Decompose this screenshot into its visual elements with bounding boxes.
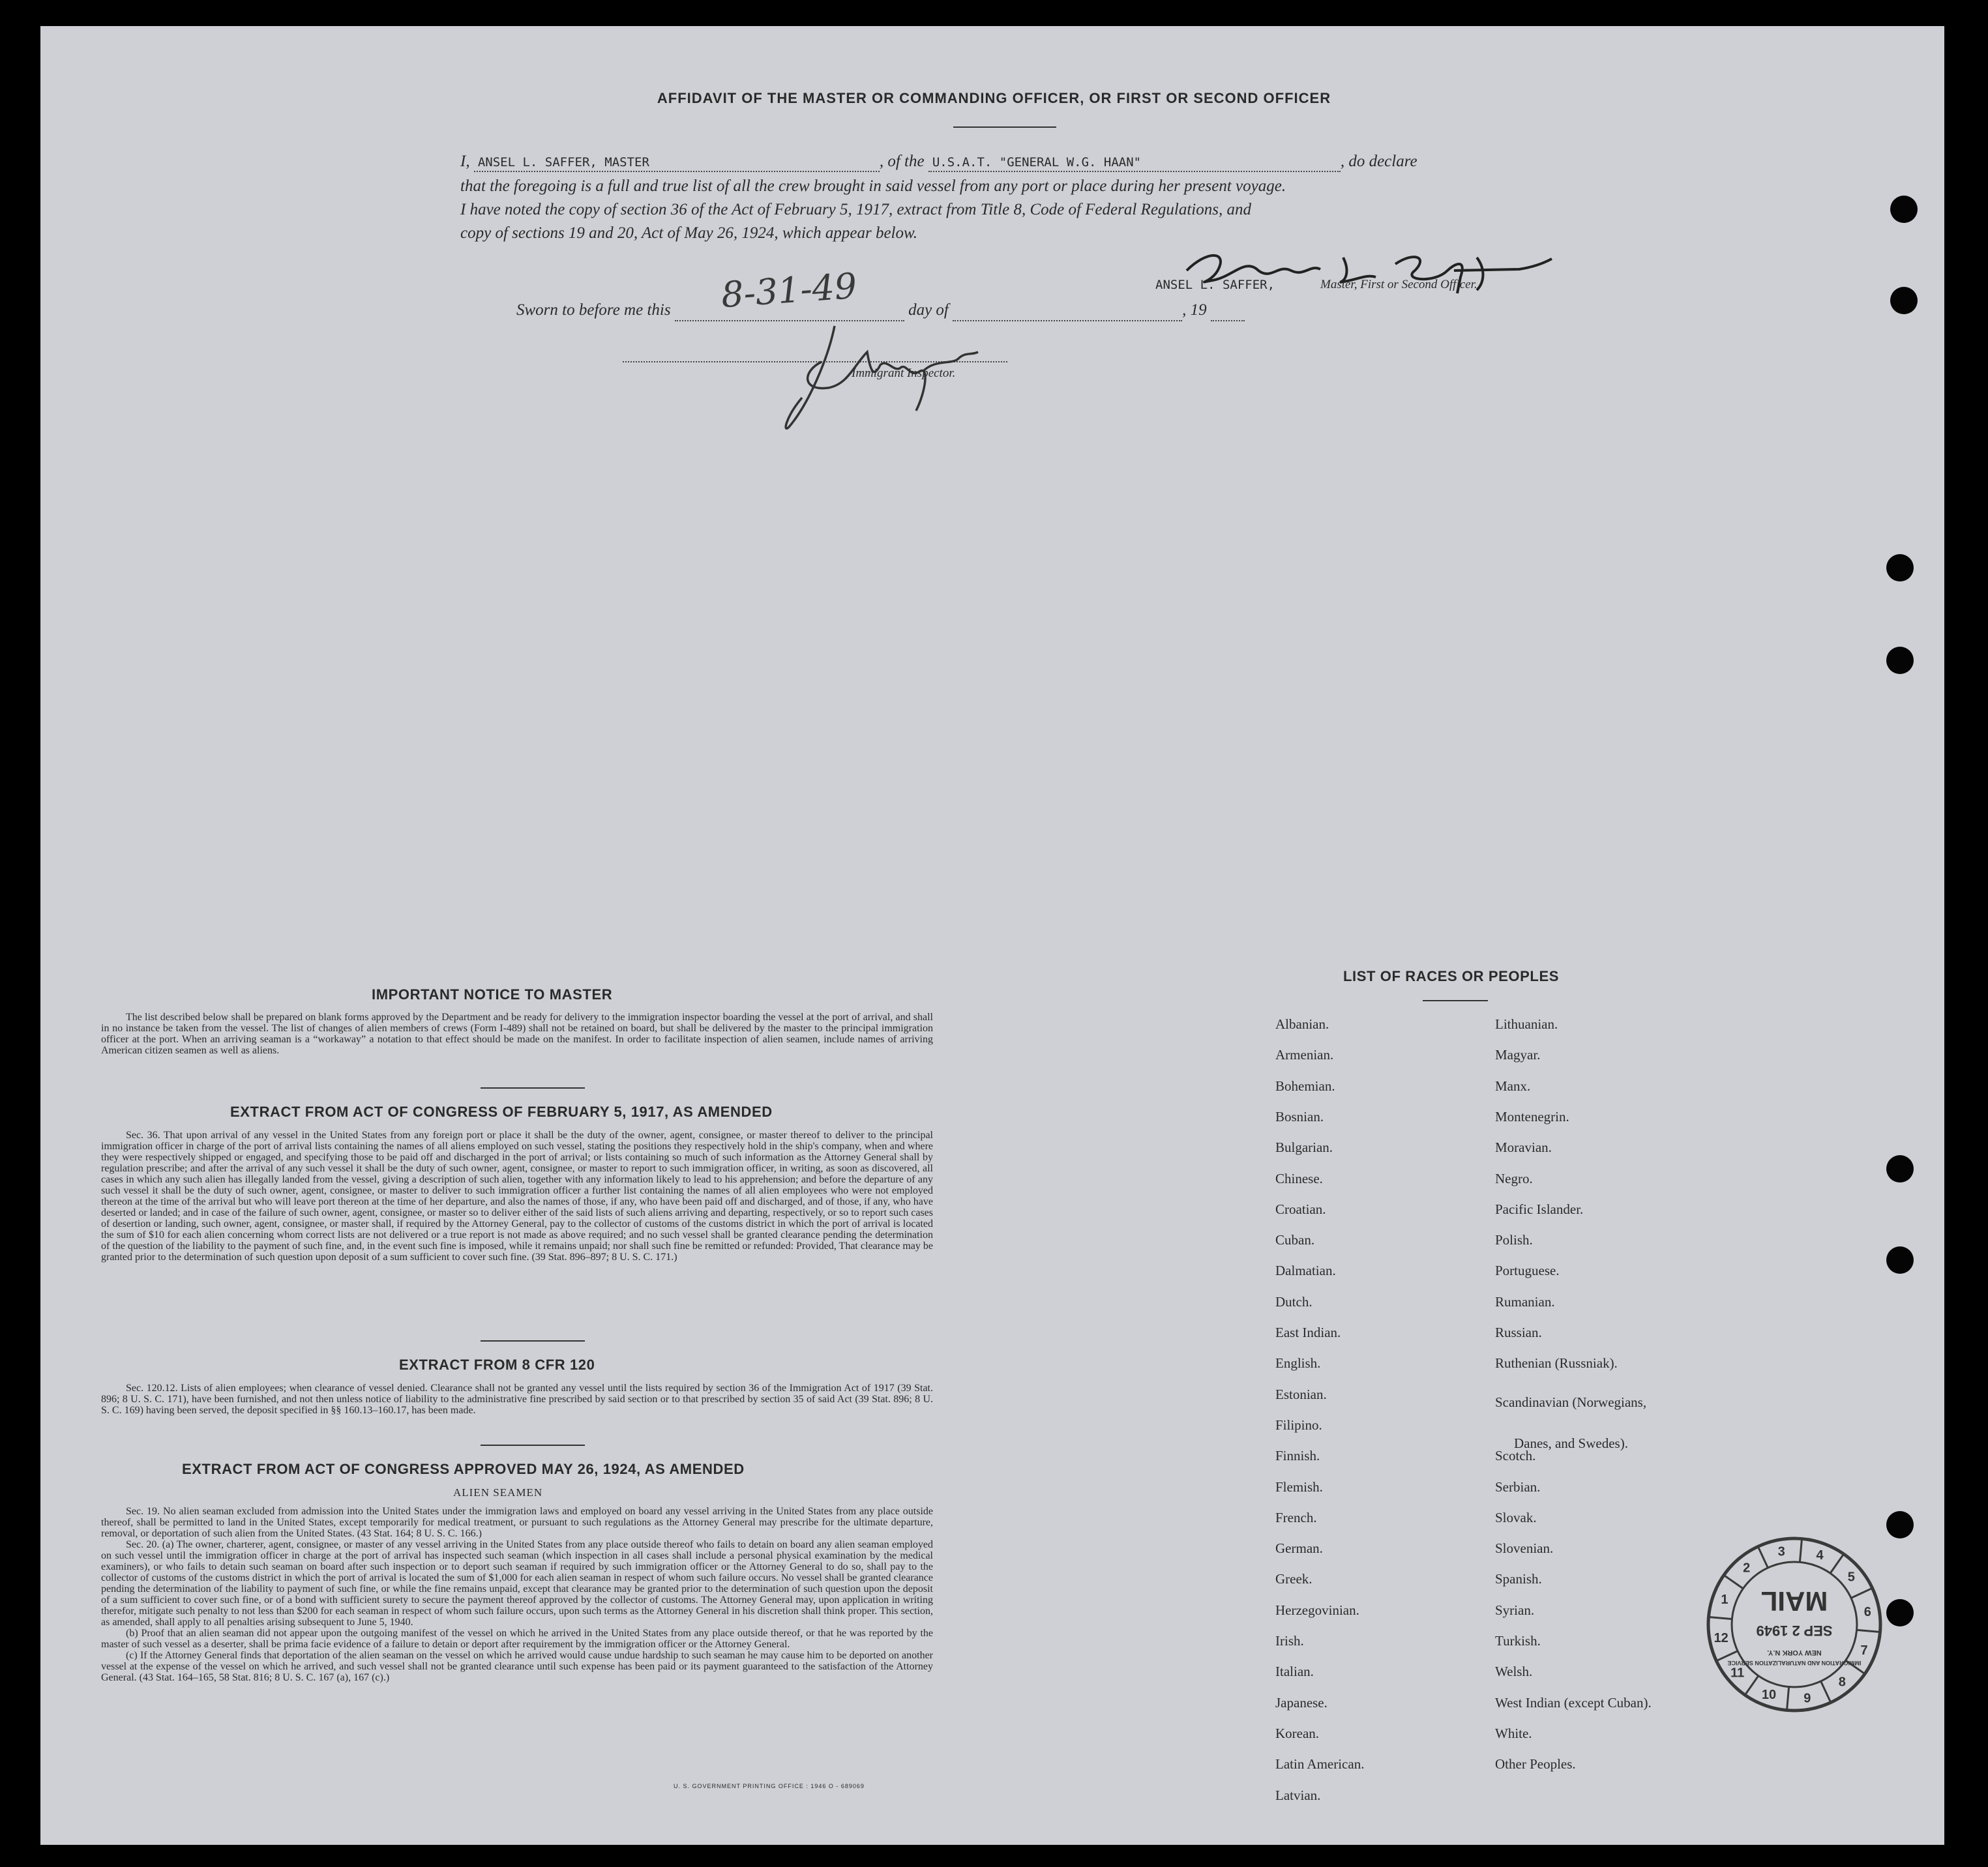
race-item: Latvian. xyxy=(1275,1787,1321,1803)
extract-1924-body: Sec. 19. No alien seaman excluded from admission into the United States under the immigration laws and employed on board any vessel arriving in the United States from any place outside thereof, shall be permitted to land in the United States, except temporarily for medical treatment, or pursuant to such regulations as the Attorney General may prescribe for the ultimate departure, removal, or deportation of such alien from the United States. (43 Stat. 164; 8 U. S. C. 166.) Sec. 20. (a) The owner, charterer, agent, consignee, or master of any vessel arriving in the United States from any place outside thereof who fails to detain on board any alien seaman employed on such vessel until the immigration officer in charge at the port of arrival has inspected such seaman (which inspection in all cases shall include a personal physical examination by the medical examiners), or who fails to detain such seaman on board after such inspection or to deport such seaman if required by such immigration officer or the Attorney General to do so, shall pay to the collector of customs of the customs district in which the port of arrival is located the sum of $1,000 for each alien seaman in respect of whom such failure occurs. No vessel shall be granted clearance pending the determination of the liability to payment of such fine, or while the fine remains unpaid, except that clearance may be granted prior to the determination of such question upon the deposit of a sum sufficient to cover such fine, or of a bond with sufficient surety to secure the payment thereof approved by the collector of customs. The Attorney General may, upon application in writing therefor, mitigate such penalty to not less than $200 for each seaman in respect of whom such failure occurs, upon such terms as the Attorney General in his discretion shall think proper. This section, as amended, shall apply to all penalties arising subsequent to June 5, 1940. (b) Proof that an alien seaman did not appear upon the outgoing manifest of the vessel on which he arrived in the United States from any place outside thereof, or that he was reported by the master of such vessel as a deserter, shall be prima facie evidence of a failure to detain or deport after requirement by the immigration officer or the Attorney General. (c) If the Attorney General finds that deportation of the alien seaman on the vessel on which he arrived would cause undue hardship to such seaman he may cause him to be deported on another vessel at the expense of the vessel on which he arrived, and such vessel shall not be granted clearance until such expense has been paid or its payment guaranteed to the satisfaction of the Attorney General. (43 Stat. 164–165, 58 Stat. 816; 8 U. S. C. 167 (a), 167 (c).) xyxy=(101,1506,933,1683)
title-divider xyxy=(953,126,1056,128)
race-item: Portuguese. xyxy=(1495,1263,1560,1279)
stamp-divider xyxy=(1709,1617,1732,1619)
races-title: LIST OF RACES OR PEOPLES xyxy=(1343,968,1559,984)
stamp-digit: 6 xyxy=(1863,1605,1871,1620)
race-item: Danes, and Swedes). xyxy=(1514,1435,1628,1451)
printer-imprint: U. S. GOVERNMENT PRINTING OFFICE : 1946 O - 689069 xyxy=(674,1783,865,1789)
mail-stamp xyxy=(1703,1533,1886,1716)
extract-cfr-title: EXTRACT FROM 8 CFR 120 xyxy=(399,1357,595,1373)
race-item: Cuban. xyxy=(1275,1232,1315,1248)
race-item: Manx. xyxy=(1495,1078,1531,1094)
signer-title: Master, First or Second Officer. xyxy=(1320,278,1477,291)
race-item: Croatian. xyxy=(1275,1201,1326,1217)
race-item: Herzegovinian. xyxy=(1275,1602,1359,1618)
vessel-name-field: U.S.A.T. "GENERAL W.G. HAAN" xyxy=(928,155,1341,172)
section-divider xyxy=(481,1087,585,1089)
race-item: Latin American. xyxy=(1275,1756,1365,1772)
extract-1917-body: Sec. 36. That upon arrival of any vessel in the United States from any foreign port or place it shall be the duty of the owner, agent, consignee, or master thereof to deliver to the principal immigration officer in charge of the port of arrival lists containing the names of all aliens employed on such vessel, stating the positions they respectively hold in the ship's company, when and where they were respectively shipped or engaged, and specifying those to be paid off and discharged in the port of arrival; or lists containing so much of such information as the Attorney General shall by regulation prescribe; and after the arrival of any such vessel it shall be the duty of such owner, agent, consignee, or master to report to such immigration officer, in writing, as soon as discovered, all cases in which any such alien has illegally landed from the vessel, giving a description of such alien, together with any information likely to lead to his apprehension; and before the departure of any such vessel it shall be the duty of such owner, agent, consignee, or master to deliver to such immigration officer a further list containing the names of all alien employees who were not employed thereon at the time of the arrival but who will leave port thereon at the time of her departure, and also the names of those, if any, who have been paid off and discharged, and of those, if any, who have deserted or landed; and in case of the failure of such owner, agent, consignee, or master so to deliver either of the said lists of such aliens arriving and departing, respectively, or so to report such cases of desertion or landing, such owner, agent, consignee, or master shall, if required by the Attorney General, pay to the collector of customs of the customs district in which the port of arrival is located the sum of $10 for each alien concerning whom correct lists are not delivered or a true report is not made as above required; and no such vessel shall be granted clearance pending the determination of the question of the liability to the payment of such fine, and, in the event such fine is imposed, while it remains unpaid; nor shall such fine be remitted or refunded: Provided, That clearance may be granted prior to the determination of such question upon deposit of a sum sufficient to cover such fine. (39 Stat. 896–897; 8 U. S. C. 171.) xyxy=(101,1130,933,1263)
stamp-divider xyxy=(1758,1546,1768,1568)
race-item: Bohemian. xyxy=(1275,1078,1335,1094)
punch-hole xyxy=(1886,554,1914,581)
race-item: Korean. xyxy=(1275,1725,1320,1741)
race-item: Pacific Islander. xyxy=(1495,1201,1584,1217)
race-item: Estonian. xyxy=(1275,1386,1327,1402)
inspector-label: Immigrant Inspector. xyxy=(852,366,956,380)
race-item: Albanian. xyxy=(1275,1016,1329,1032)
sworn-line: Sworn to before me this day of , 19 xyxy=(516,301,1245,321)
race-item: Italian. xyxy=(1275,1664,1314,1680)
stamp-date: SEP 2 1949 xyxy=(1756,1623,1833,1639)
stamp-digit: 11 xyxy=(1730,1666,1745,1681)
race-item: Polish. xyxy=(1495,1232,1533,1248)
stamp-digit: 3 xyxy=(1777,1544,1785,1559)
race-item: Other Peoples. xyxy=(1495,1756,1576,1772)
affidavit-line-1: I, ANSEL L. SAFFER, MASTER , of the U.S.A.T. "GENERAL W.G. HAAN" , do declare xyxy=(460,153,1536,172)
race-item: Ruthenian (Russniak). xyxy=(1495,1355,1618,1372)
stamp-divider xyxy=(1724,1575,1743,1589)
race-item: Magyar. xyxy=(1495,1047,1541,1063)
punch-hole xyxy=(1886,647,1914,674)
stamp-digit: 12 xyxy=(1714,1630,1728,1645)
race-item: West Indian (except Cuban). xyxy=(1495,1694,1652,1711)
affidavit-line-2: that the foregoing is a full and true list of all the crew brought in said vessel from any port or place during her present voyage. xyxy=(460,177,1286,195)
race-item: Negro. xyxy=(1495,1170,1533,1186)
stamp-digit: 5 xyxy=(1847,1570,1855,1585)
race-item: Greek. xyxy=(1275,1571,1313,1587)
race-item: Russian. xyxy=(1495,1325,1542,1340)
race-item: English. xyxy=(1275,1355,1321,1372)
race-item: Chinese. xyxy=(1275,1170,1323,1186)
notice-body: The list described below shall be prepared on blank forms approved by the Department and be ready for delivery to the immigration inspector boarding the vessel at the port of arrival, and shall in no instance be taken from the vessel. The list of changes of alien members of crews (Form I-489) shall not be retained on board, but shall be delivered by the master to the principal immigration officer at the port. When an arriving seaman is a “workaway” a notation to that effect should be made on the manifest. In order to facilitate inspection of alien seamen, include names of arriving American citizen seamen as well as aliens. xyxy=(101,1012,933,1056)
race-item: Bosnian. xyxy=(1275,1108,1324,1125)
stamp-city: NEW YORK N.Y. xyxy=(1767,1649,1822,1656)
punch-hole xyxy=(1890,196,1918,223)
race-item: Welsh. xyxy=(1495,1664,1533,1680)
extract-cfr-body: Sec. 120.12. Lists of alien employees; when clearance of vessel denied. Clearance shall not be granted any vessel until the lists required by section 36 of the Immigration Act of 1917 (39 Stat. 896; 8 U. S. C. 171), have been furnished, and not then unless notice of liability to the administrative fine prescribed by said section or to that prescribed by section 35 of said Act (39 Stat. 896; 8 U. S. C. 169) having been served, the deposit specified in §§ 160.13–160.17, has been made. xyxy=(101,1383,933,1416)
races-title-divider xyxy=(1423,1000,1488,1001)
extract-1917-title: EXTRACT FROM ACT OF CONGRESS OF FEBRUARY 5, 1917, AS AMENDED xyxy=(230,1104,773,1120)
punch-hole xyxy=(1890,287,1918,314)
extract-1924-title: EXTRACT FROM ACT OF CONGRESS APPROVED MAY 26, 1924, AS AMENDED xyxy=(182,1461,745,1477)
stamp-digit: 9 xyxy=(1803,1691,1811,1706)
race-item: Scotch. xyxy=(1495,1448,1536,1464)
race-item: Turkish. xyxy=(1495,1633,1541,1649)
race-item: Flemish. xyxy=(1275,1478,1323,1495)
punch-hole xyxy=(1886,1511,1914,1538)
race-item: Moravian. xyxy=(1495,1139,1552,1156)
race-item: Scandinavian (Norwegians, xyxy=(1495,1394,1647,1410)
race-item: Spanish. xyxy=(1495,1571,1542,1587)
stamp-digit: 8 xyxy=(1838,1675,1846,1690)
stamp-digit: 10 xyxy=(1761,1688,1777,1703)
race-item: Syrian. xyxy=(1495,1602,1535,1618)
stamp-divider xyxy=(1851,1588,1873,1598)
stamp-digit: 1 xyxy=(1721,1593,1728,1607)
stamp-divider xyxy=(1745,1676,1758,1696)
stamp-word: MAIL xyxy=(1760,1586,1828,1617)
race-item: Lithuanian. xyxy=(1495,1016,1558,1032)
race-item: German. xyxy=(1275,1540,1323,1557)
stamp-digit: 4 xyxy=(1816,1548,1824,1563)
punch-hole xyxy=(1886,1599,1914,1626)
stamp-divider xyxy=(1830,1554,1844,1574)
handwritten-date: 8-31-49 xyxy=(720,265,859,316)
stamp-digit: 7 xyxy=(1860,1643,1868,1658)
race-item: Irish. xyxy=(1275,1633,1304,1649)
section-divider xyxy=(481,1445,585,1446)
stamp-divider xyxy=(1821,1681,1831,1703)
race-item: Finnish. xyxy=(1275,1448,1320,1464)
race-item: Filipino. xyxy=(1275,1417,1322,1433)
race-item: Japanese. xyxy=(1275,1694,1328,1711)
stamp-agency: IMMIGRATION AND NATURALIZATION SERVICE xyxy=(1727,1660,1862,1666)
punch-hole xyxy=(1886,1246,1914,1274)
stamp-divider xyxy=(1800,1539,1802,1563)
race-item: French. xyxy=(1275,1509,1317,1525)
affidavit-line-3: I have noted the copy of section 36 of the Act of February 5, 1917, extract from Title 8, Code of Federal Regulations, and xyxy=(460,201,1251,218)
race-item: Rumanian. xyxy=(1495,1293,1555,1310)
race-item: Slovenian. xyxy=(1495,1540,1554,1557)
race-item: Montenegrin. xyxy=(1495,1108,1569,1125)
master-name-field: ANSEL L. SAFFER, MASTER xyxy=(474,155,880,172)
race-item: Slovak. xyxy=(1495,1509,1537,1525)
affidavit-line-4: copy of sections 19 and 20, Act of May 26, 1924, which appear below. xyxy=(460,224,918,242)
stamp-digit: 2 xyxy=(1743,1561,1751,1576)
race-item: East Indian. xyxy=(1275,1325,1341,1340)
race-item: Bulgarian. xyxy=(1275,1139,1333,1156)
stamp-divider xyxy=(1716,1651,1738,1661)
notice-title: IMPORTANT NOTICE TO MASTER xyxy=(372,986,613,1003)
race-item: Dutch. xyxy=(1275,1293,1313,1310)
race-item: White. xyxy=(1495,1725,1532,1741)
section-divider xyxy=(481,1340,585,1342)
punch-hole xyxy=(1886,1155,1914,1183)
typed-signature: ANSEL L. SAFFER, xyxy=(1155,278,1275,292)
affidavit-title: AFFIDAVIT OF THE MASTER OR COMMANDING OFFICER, OR FIRST OR SECOND OFFICER xyxy=(657,90,1331,106)
stamp-divider xyxy=(1787,1687,1789,1711)
race-item: Serbian. xyxy=(1495,1478,1541,1495)
extract-1924-subtitle: ALIEN SEAMEN xyxy=(453,1486,543,1499)
race-item: Dalmatian. xyxy=(1275,1263,1336,1279)
stamp-divider xyxy=(1857,1630,1880,1632)
race-item: Armenian. xyxy=(1275,1047,1334,1063)
